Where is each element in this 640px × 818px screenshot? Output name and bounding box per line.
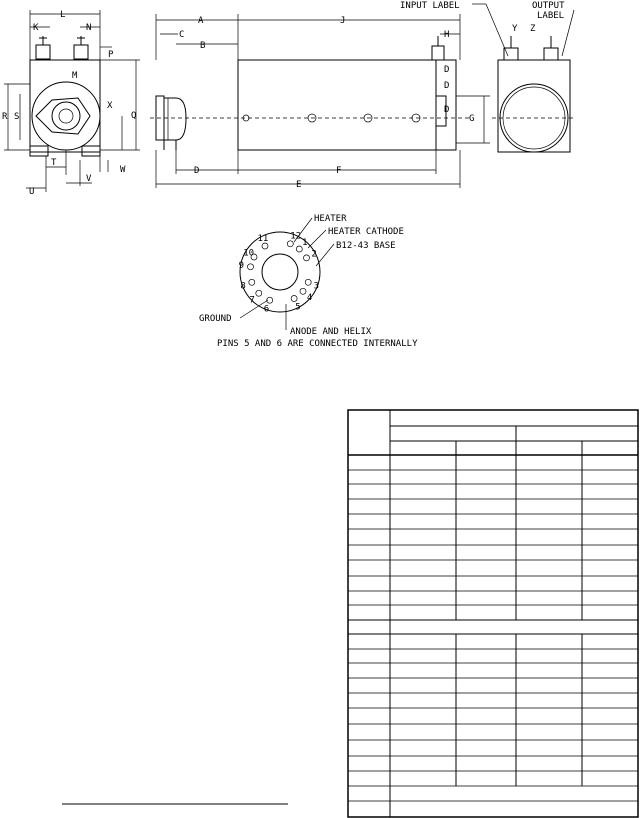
end-view-left xyxy=(2,10,140,197)
dim-Y: Y xyxy=(512,24,518,34)
dim-K: K xyxy=(33,23,39,33)
end-view-right xyxy=(400,1,576,152)
dim-N: N xyxy=(86,23,92,33)
pin-label-9: 9 xyxy=(238,261,245,272)
pin-hole-4 xyxy=(300,288,306,294)
pin-hole-7 xyxy=(256,290,262,296)
pin-label-10: 10 xyxy=(243,248,255,259)
pin-label-4: 4 xyxy=(306,293,313,304)
dim-D-bottom: D xyxy=(194,166,200,176)
base-pin-diagram xyxy=(199,214,418,349)
base-note: PINS 5 AND 6 ARE CONNECTED INTERNALLY xyxy=(217,339,418,349)
dim-B: B xyxy=(200,41,206,51)
callout-heater-cathode: HEATER CATHODE xyxy=(328,227,404,237)
dim-T: T xyxy=(51,158,57,168)
callout-base: B12-43 BASE xyxy=(336,241,396,251)
dim-E: E xyxy=(296,180,302,190)
dim-F: F xyxy=(336,166,342,176)
base-inner-circle xyxy=(262,254,298,290)
dim-D-mid: D xyxy=(444,81,450,91)
callout-heater: HEATER xyxy=(314,214,347,224)
dim-J: J xyxy=(340,16,346,26)
side-view xyxy=(150,14,490,190)
dim-L: L xyxy=(60,10,66,20)
dim-U: U xyxy=(29,187,35,197)
pin-label-7: 7 xyxy=(249,295,255,306)
dim-M: M xyxy=(72,71,78,81)
dim-V: V xyxy=(86,174,92,184)
callout-ground: GROUND xyxy=(199,314,232,324)
callout-anode-helix: ANODE AND HELIX xyxy=(290,327,372,337)
pin-hole-12 xyxy=(287,241,293,247)
dim-W: W xyxy=(120,165,126,175)
output-label-text-2: LABEL xyxy=(537,11,565,21)
dim-D-top: D xyxy=(444,65,450,75)
spec-table xyxy=(348,410,638,817)
output-label-text-1: OUTPUT xyxy=(532,1,565,11)
dim-Q: Q xyxy=(131,111,137,121)
dim-P: P xyxy=(108,50,114,60)
dim-S: S xyxy=(14,112,20,122)
pin-label-2: 2 xyxy=(311,249,317,260)
dim-D-low: D xyxy=(444,105,450,115)
dim-C: C xyxy=(179,30,185,40)
dim-A: A xyxy=(198,16,204,26)
dim-H: H xyxy=(444,30,450,40)
pin-label-11: 11 xyxy=(257,234,269,245)
dim-Z: Z xyxy=(530,24,536,34)
pin-hole-8 xyxy=(249,279,255,285)
dim-R: R xyxy=(2,112,8,122)
pin-label-5: 5 xyxy=(295,302,301,313)
pin-label-1: 1 xyxy=(302,238,308,249)
pin-label-12: 12 xyxy=(290,231,302,242)
pin-hole-9 xyxy=(248,264,254,270)
pin-label-8: 8 xyxy=(240,281,246,292)
pin-label-3: 3 xyxy=(313,281,320,292)
pin-hole-5 xyxy=(291,296,297,302)
dim-X: X xyxy=(107,101,113,111)
pin-hole-3 xyxy=(305,279,311,285)
input-label-text: INPUT LABEL xyxy=(400,1,460,11)
base-pins xyxy=(239,231,319,314)
pin-hole-2 xyxy=(304,255,310,261)
pin-label-6: 6 xyxy=(263,304,270,315)
dim-G: G xyxy=(469,114,475,124)
